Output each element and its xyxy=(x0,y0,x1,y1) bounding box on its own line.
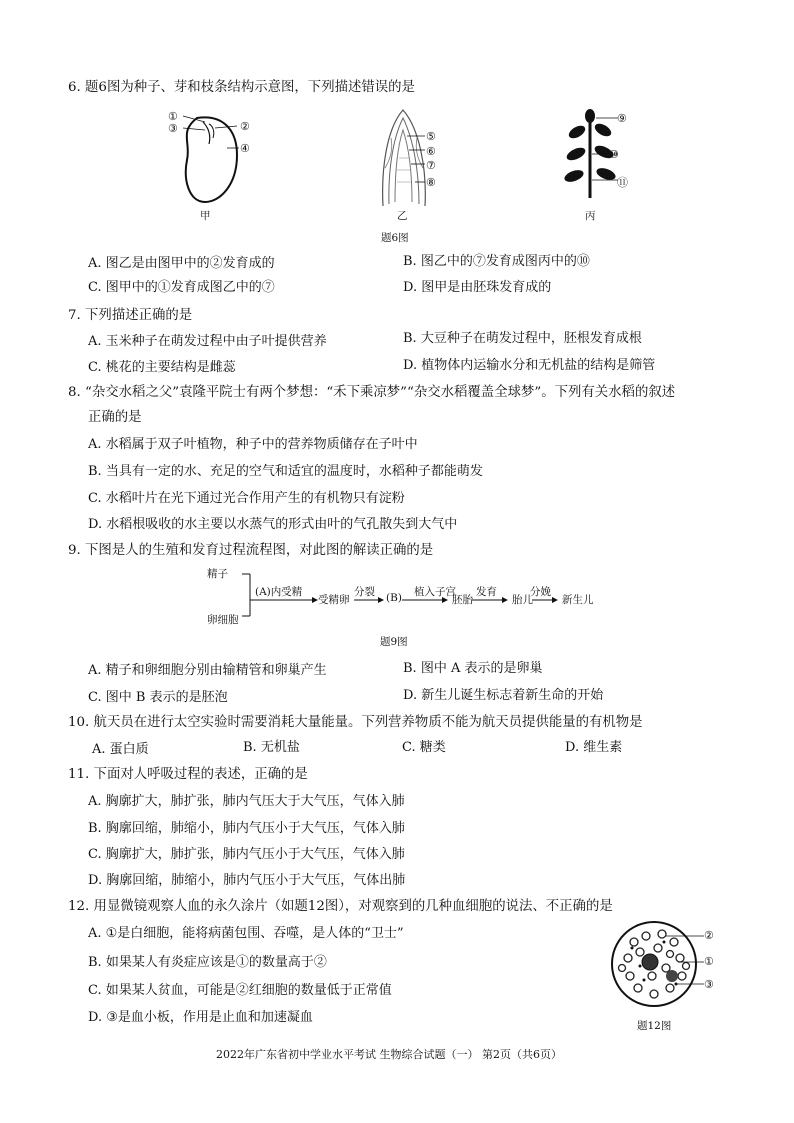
q9-flow-deliver: 分娩 xyxy=(530,586,551,598)
q9-flow-divide: 分裂 xyxy=(354,586,375,598)
q10-option-c[interactable]: C. 糖类 xyxy=(402,740,446,755)
q10-option-b[interactable]: B. 无机盐 xyxy=(243,740,300,755)
q6-stem: 6. 题6图为种子、芽和枝条结构示意图，下列描述错误的是 xyxy=(68,80,415,95)
q12-marker-3: ③ xyxy=(704,978,714,991)
q6-marker-2: ② xyxy=(240,120,250,133)
q6-label-yi: 乙 xyxy=(397,210,408,222)
q8-stem-line2: 正确的是 xyxy=(88,410,142,425)
q11-option-b[interactable]: B. 胸廓回缩，肺缩小，肺内气压小于大气压，气体入肺 xyxy=(88,821,405,836)
q9-flow-embryo: 胚胎 xyxy=(452,594,473,606)
q12-stem: 12. 用显微镜观察人血的永久涂片（如题12图），对观察到的几种血细胞的说法、不正确的是 xyxy=(68,899,613,914)
q9-flow-fetus: 胎儿 xyxy=(512,594,533,606)
q12-option-a[interactable]: A. ①是白细胞，能将病菌包围、吞噬，是人体的“卫士” xyxy=(88,926,404,941)
q6-option-c[interactable]: C. 图甲中的①发育成图乙中的⑦ xyxy=(88,280,275,295)
q9-flow-implant: 植入子宫 xyxy=(414,586,456,598)
q6-marker-5: ⑤ xyxy=(426,130,436,143)
q8-stem-line1: 8. “杂交水稻之父”袁隆平院士有两个梦想：“禾下乘凉梦”“杂交水稻覆盖全球梦”。下列有关水稻的叙述 xyxy=(68,385,676,400)
q6-marker-8: ⑧ xyxy=(426,176,436,189)
q9-option-c[interactable]: C. 图中 B 表示的是胚泡 xyxy=(88,690,228,705)
q9-flow-step-a: (A)内受精 xyxy=(255,586,303,598)
q12-option-c[interactable]: C. 如果某人贫血，可能是②红细胞的数量低于正常值 xyxy=(88,983,392,998)
q10-option-d[interactable]: D. 维生素 xyxy=(565,740,623,755)
q6-option-b[interactable]: B. 图乙中的⑦发育成图丙中的⑩ xyxy=(403,254,590,269)
q6-label-bing: 丙 xyxy=(585,210,596,222)
q6-marker-10: ⑩ xyxy=(609,148,619,161)
q6-marker-7: ⑦ xyxy=(426,159,436,172)
q6-marker-6: ⑥ xyxy=(426,145,436,158)
q6-option-d[interactable]: D. 图甲是由胚珠发育成的 xyxy=(403,280,552,295)
q9-flow-newborn: 新生儿 xyxy=(562,594,594,606)
q7-stem: 7. 下列描述正确的是 xyxy=(68,308,193,323)
q6-caption: 题6图 xyxy=(381,232,409,244)
q10-stem: 10. 航天员在进行太空实验时需要消耗大量能量。下列营养物质不能为航天员提供能量的有机物是 xyxy=(68,715,643,730)
q7-option-d[interactable]: D. 植物体内运输水分和无机盐的结构是筛管 xyxy=(403,358,656,373)
q6-figure-bud xyxy=(375,108,435,208)
q7-option-a[interactable]: A. 玉米种子在萌发过程中由子叶提供营养 xyxy=(88,334,327,349)
q9-caption: 题9图 xyxy=(380,636,408,648)
q6-marker-3: ③ xyxy=(168,122,178,135)
q7-option-c[interactable]: C. 桃花的主要结构是雌蕊 xyxy=(88,360,236,375)
q8-option-b[interactable]: B. 当具有一定的水、充足的空气和适宜的温度时，水稻种子都能萌发 xyxy=(88,464,483,479)
page-footer: 2022年广东省初中学业水平考试 生物综合试题（一） 第2页（共6页） xyxy=(216,1048,562,1061)
q6-label-jia: 甲 xyxy=(200,210,211,222)
q11-option-a[interactable]: A. 胸廓扩大，肺扩张，肺内气压大于大气压，气体入肺 xyxy=(88,794,405,809)
q7-option-b[interactable]: B. 大豆种子在萌发过程中，胚根发育成根 xyxy=(403,331,642,346)
q11-option-d[interactable]: D. 胸廓回缩，肺缩小，肺内气压小于大气压，气体出肺 xyxy=(88,873,406,888)
q6-marker-1: ① xyxy=(168,110,178,123)
q9-stem: 9. 下图是人的生殖和发育过程流程图，对此图的解读正确的是 xyxy=(68,543,434,558)
q8-option-d[interactable]: D. 水稻根吸收的水主要以水蒸气的形式由叶的气孔散失到大气中 xyxy=(88,517,458,532)
q11-option-c[interactable]: C. 胸廓扩大，肺扩张，肺内气压小于大气压，气体入肺 xyxy=(88,847,405,862)
q9-option-a[interactable]: A. 精子和卵细胞分别由输精管和卵巢产生 xyxy=(88,663,327,678)
q12-marker-2: ② xyxy=(704,929,714,942)
q9-flow-develop: 发育 xyxy=(476,586,497,598)
q6-option-a[interactable]: A. 图乙是由图甲中的②发育成的 xyxy=(88,256,275,271)
q9-flow-zygote: 受精卵 xyxy=(318,594,350,606)
q11-stem: 11. 下面对人呼吸过程的表述，正确的是 xyxy=(68,767,308,782)
q8-option-a[interactable]: A. 水稻属于双子叶植物，种子中的营养物质储存在子叶中 xyxy=(88,437,418,452)
q8-option-c[interactable]: C. 水稻叶片在光下通过光合作用产生的有机物只有淀粉 xyxy=(88,491,405,506)
q10-option-a[interactable]: A. 蛋白质 xyxy=(92,742,149,757)
q9-option-b[interactable]: B. 图中 A 表示的是卵巢 xyxy=(403,661,543,676)
q9-flow-sperm: 精子 xyxy=(207,568,228,580)
q9-flow-egg: 卵细胞 xyxy=(207,614,239,626)
q6-marker-9: ⑨ xyxy=(617,112,627,125)
q12-caption: 题12图 xyxy=(637,1020,672,1032)
q12-option-d[interactable]: D. ③是血小板，作用是止血和加速凝血 xyxy=(88,1010,313,1025)
q9-flow-b: (B) xyxy=(386,592,402,604)
q9-option-d[interactable]: D. 新生儿诞生标志着新生命的开始 xyxy=(403,688,604,703)
q12-option-b[interactable]: B. 如果某人有炎症应该是①的数量高于② xyxy=(88,955,327,970)
q6-marker-4: ④ xyxy=(240,142,250,155)
q6-marker-11: ⑪ xyxy=(617,176,628,189)
q12-marker-1: ① xyxy=(704,955,714,968)
